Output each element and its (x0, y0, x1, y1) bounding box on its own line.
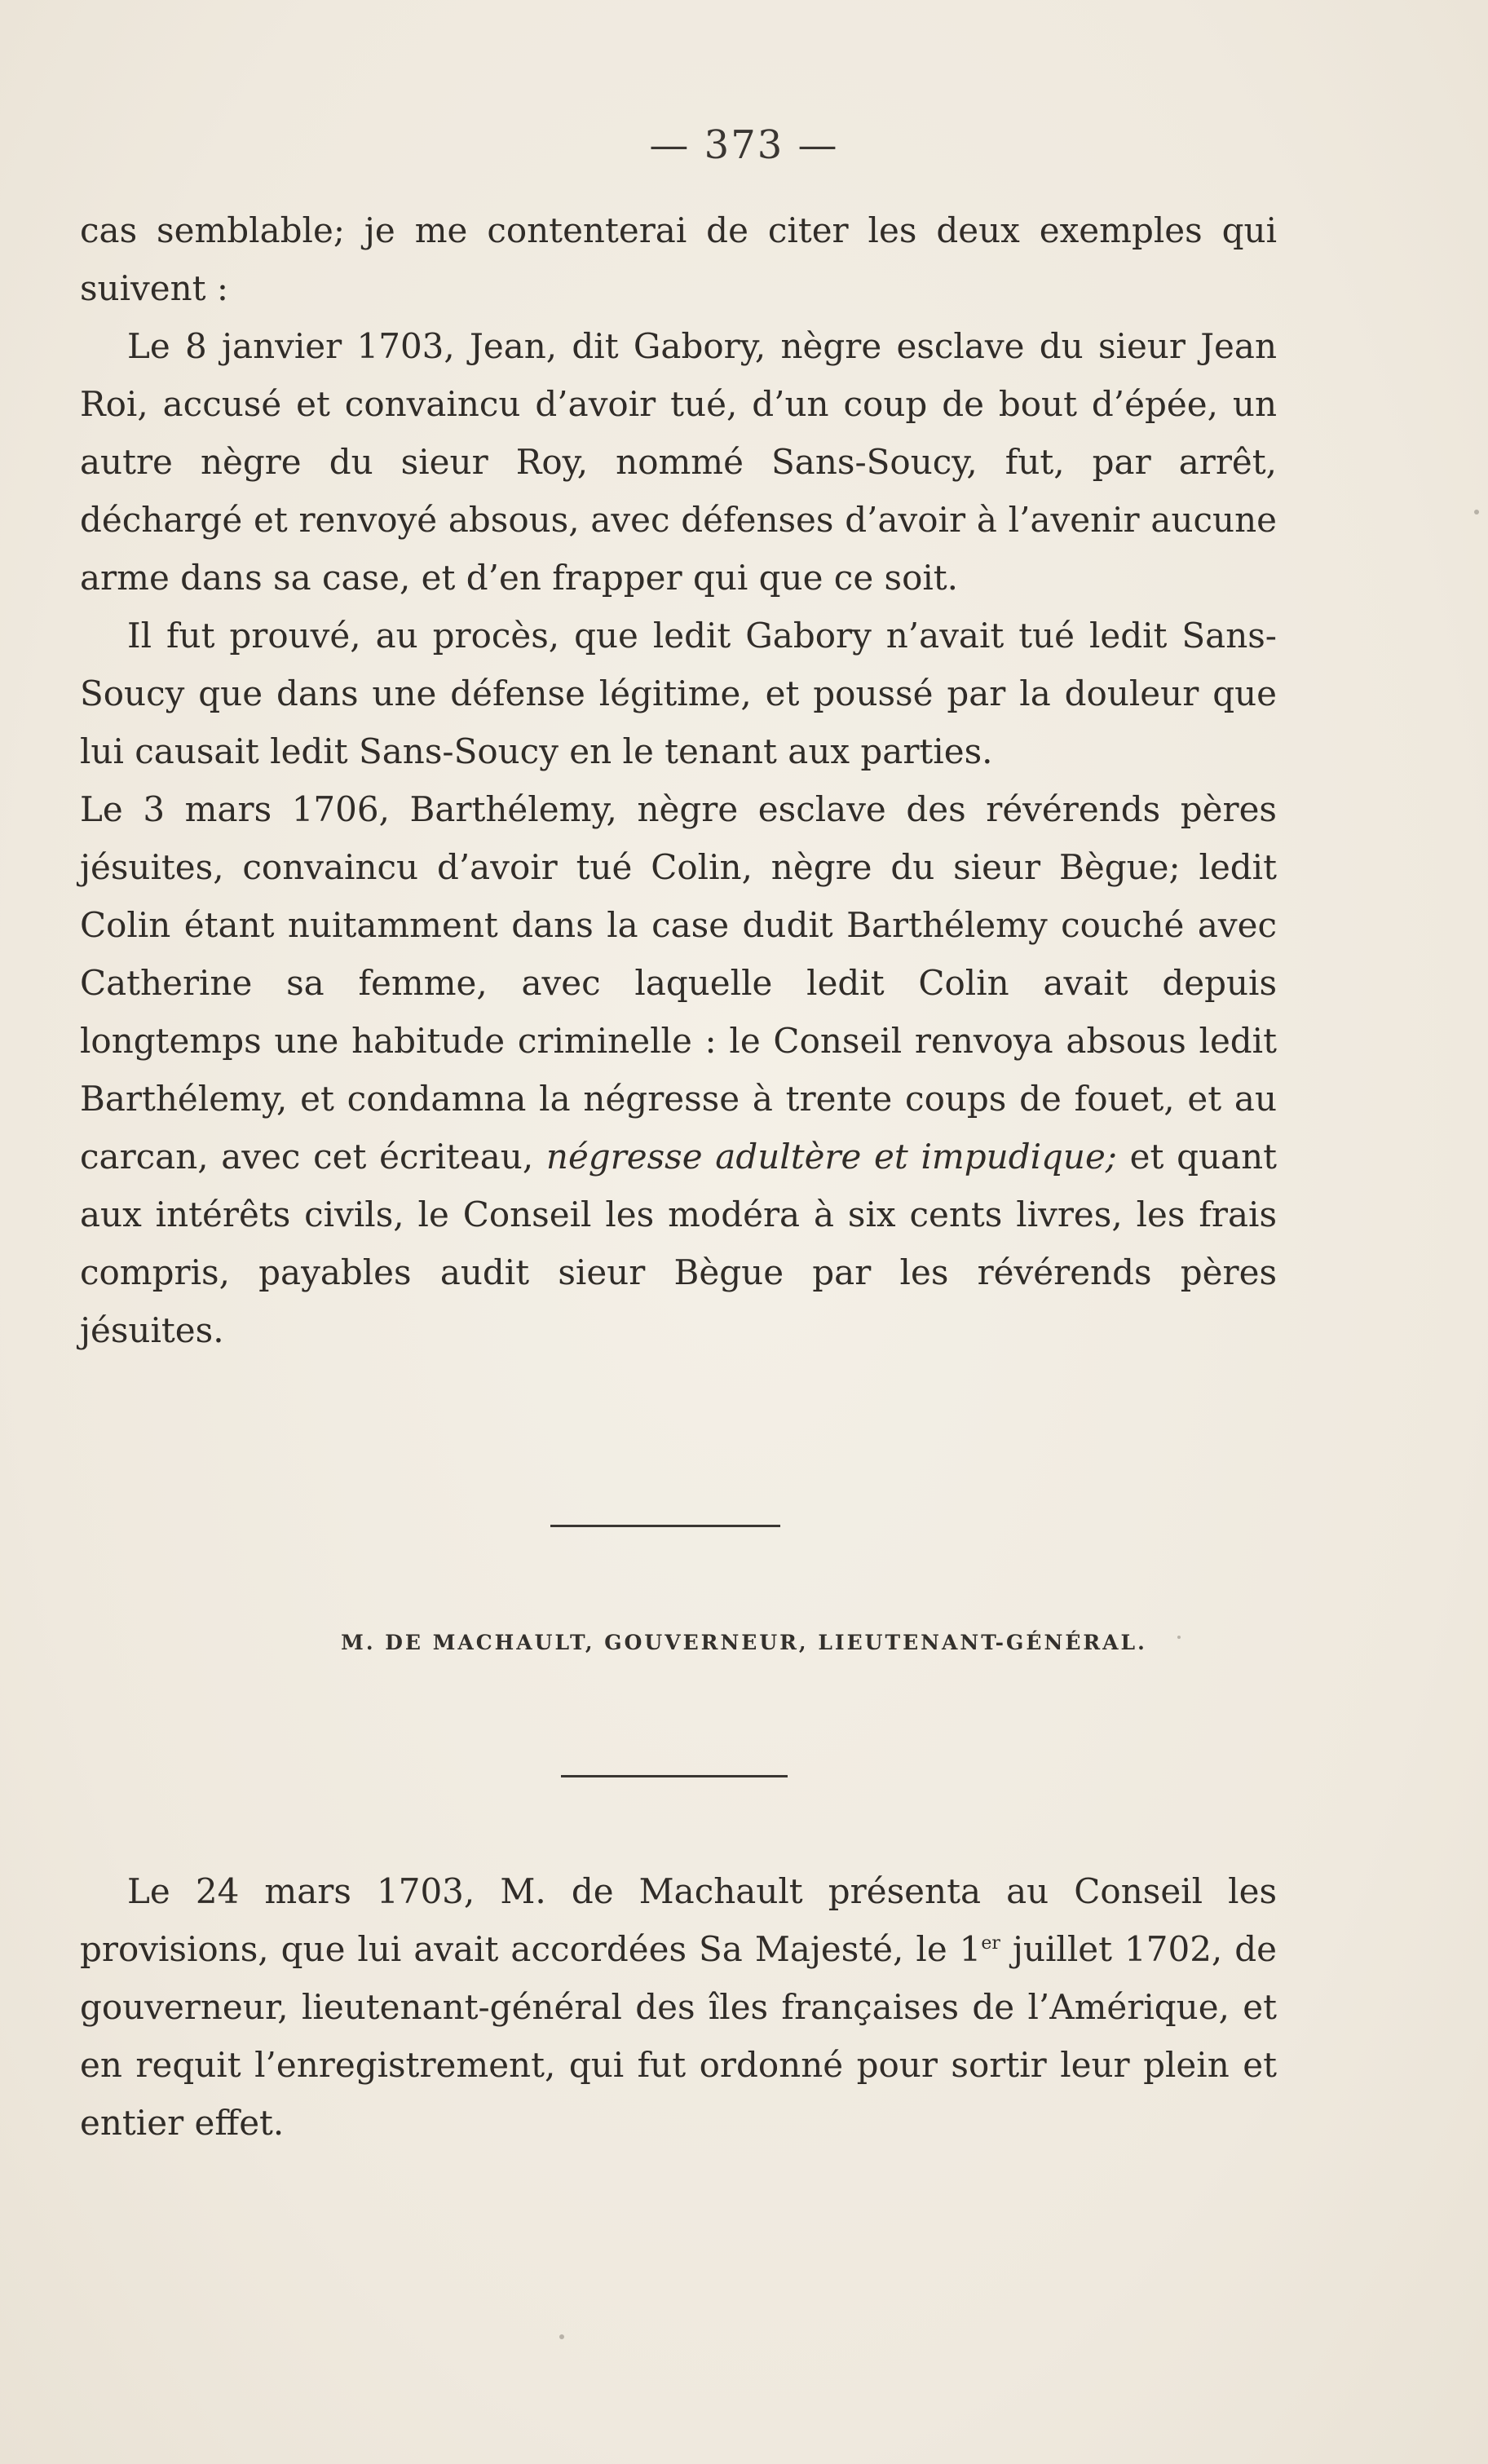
inscription-italic: négresse adultère et impudique; (545, 1137, 1117, 1177)
page-number: — 373 — (649, 122, 839, 168)
section-divider-top (550, 1525, 780, 1527)
paper-speck (559, 2334, 564, 2339)
main-text-section (80, 201, 1277, 1359)
ordinal-superscript: er (981, 1933, 1000, 1954)
paragraph-gabory-case: Le 8 janvier 1703, Jean, dit Gabory, nègre esclave du sieur Jean Roi, accusé et convaincu d’avoir tué, d’un coup de bout d’épée, un autre nègre du sieur Roy, nommé Sans-Soucy, fut, par arrêt, déchargé et renvoyé absous, avec défenses d’avoir à l’avenir aucune arme dans sa case, et d’en frapper qui que ce soit. (80, 326, 1277, 598)
section-heading: M. DE MACHAULT, GOUVERNEUR, LIEUTENANT-GÉNÉRAL. (341, 1631, 1147, 1654)
section-divider-bottom (561, 1775, 788, 1777)
machault-section (80, 1862, 1277, 2152)
paragraph-gabory-proof: Il fut prouvé, au procès, que ledit Gabory n’avait tué ledit Sans-Soucy que dans une défense légitime, et poussé par la douleur que lui causait ledit Sans-Soucy en le tenant aux parties. (80, 616, 1277, 771)
paper-speck (1474, 510, 1479, 514)
paragraph-barthelemy-text-after: et quant aux intérêts civils, le Conseil les modéra à six cents livres, les frais compris, payables audit sieur Bègue par les révérends pères jésuites. (80, 1137, 1277, 1350)
paragraph-barthelemy-text-before: Le 3 mars 1706, Barthélemy, nègre esclave des révérends pères jésuites, convaincu d’avoir tué Colin, nègre du sieur Bègue; ledit Colin étant nuitamment dans la case dudit Barthélemy couché avec Catherine sa femme, avec laquelle ledit Colin avait depuis longtemps une habitude criminelle : le Conseil renvoya absous ledit Barthélemy, et condamna la négresse à trente coups de fouet, et au carcan, avec cet écriteau, (80, 789, 1277, 1177)
paragraph-machault-text-before: Le 24 mars 1703, M. de Machault présenta au Conseil les provisions, que lui avait accordées Sa Majesté, le 1 (80, 1871, 1277, 1969)
paper-speck (1177, 1636, 1181, 1639)
paragraph-intro: cas semblable; je me contenterai de citer les deux exemples qui suivent : (80, 210, 1277, 308)
paragraph-machault-text-after: juillet 1702, de gouverneur, lieutenant-général des îles françaises de l’Amérique, et en requit l’enregistrement, qui fut ordonné pour sortir leur plein et entier effet. (80, 1929, 1277, 2143)
paragraph-barthelemy-case (80, 780, 1277, 1359)
paragraph-machault (80, 1862, 1277, 2152)
